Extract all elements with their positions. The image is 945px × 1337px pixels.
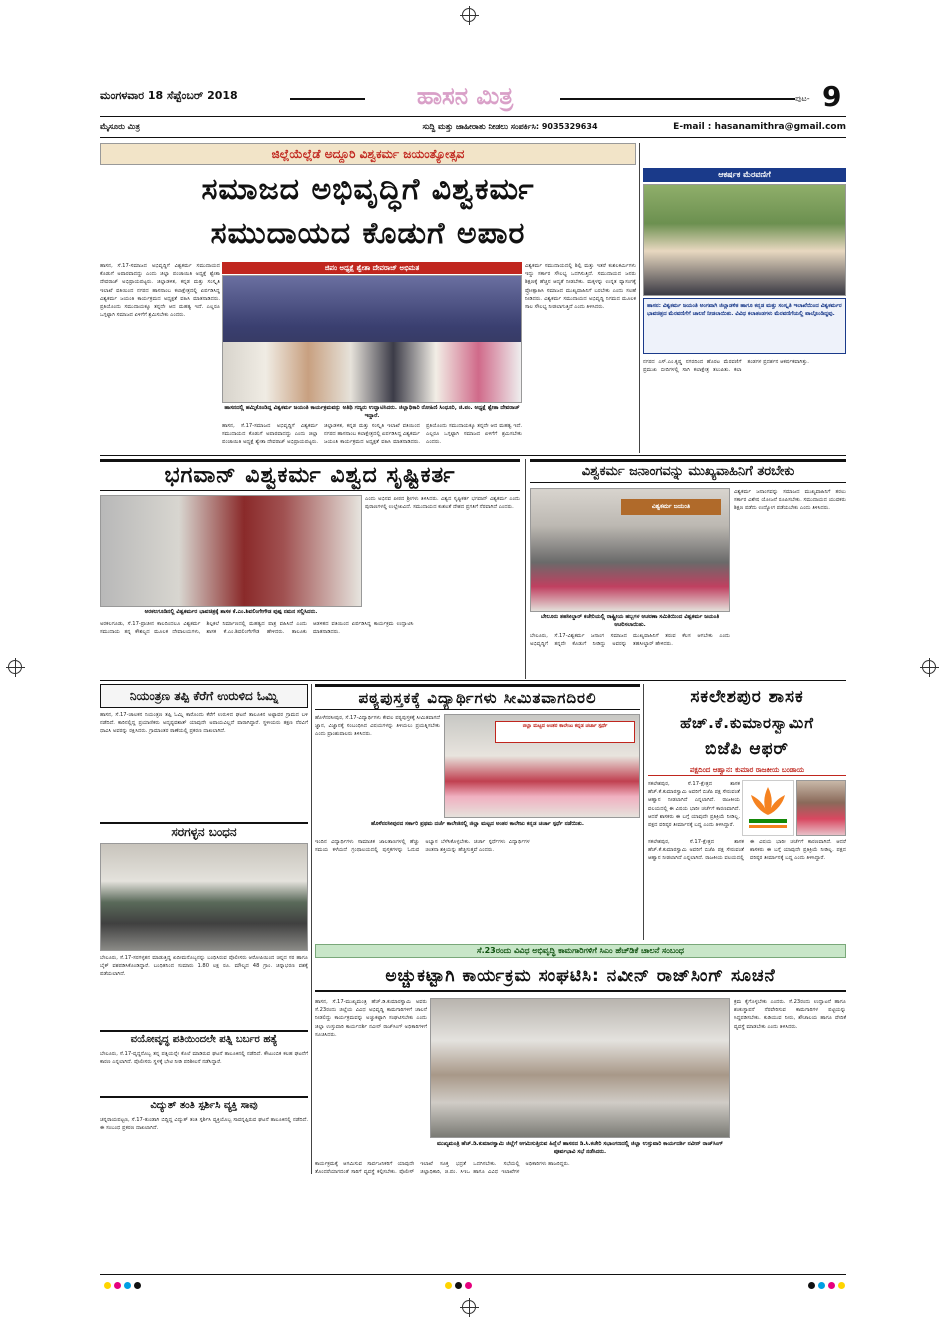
print-dot-cyan	[818, 1282, 825, 1289]
story6-headline-box	[100, 1030, 308, 1048]
sidebar-divider	[639, 143, 640, 453]
story9-headline-line2: ಹೆಚ್.ಕೆ.ಕುಮಾರಸ್ವಾಮಿಗೆ	[680, 714, 814, 732]
story9-divider	[643, 684, 644, 940]
story10-body-right: ಕ್ರಮ ಕೈಗೊಳ್ಳಬೇಕು ಎಂದರು. ಸೆ.23ರಂದು ಉದ್ಘಾಟನೆ ಹಾಗೂ ಶಂಕುಸ್ಥಾಪನೆ ನೆರವೇರಿಸುವ ಕಾಮಗಾರಿಗಳ ಪಟ್ಟಿಯನ್ನು ಸಿದ್ಧಪಡಿಸಬೇಕು. ಕುಡಿಯುವ ನೀರು, ಶೌಚಾಲಯ ಹಾಗೂ ವೇದಿಕೆ ವ್ಯವಸ್ಥೆ ಮಾಡಬೇಕು ಎಂದು ತಿಳಿಸಿದರು.	[734, 999, 846, 1030]
story1-photo-people	[223, 342, 521, 402]
print-dot-magenta	[828, 1282, 835, 1289]
print-dot-black	[808, 1282, 815, 1289]
masthead-title: ಹಾಸನ ಮಿತ್ರ	[416, 81, 514, 110]
story1-body-col1: ಹಾಸನ, ಸೆ.17-ಸಮಾಜದ ಅಭಿವೃದ್ಧಿಗೆ ವಿಶ್ವಕರ್ಮ ಸಮುದಾಯದ ಕೊಡುಗೆ ಅಪಾರವಾದದ್ದು ಎಂದು ಜಿಲ್ಲಾ ಪಂಚಾಯಿತಿ ಅಧ್ಯಕ್ಷೆ ಶ್ವೇತಾ ದೇವರಾಜ್ ಅಭಿಪ್ರಾಯಪಟ್ಟರು. ಜಿಲ್ಲಾಡಳಿತ, ಕನ್ನಡ ಮತ್ತು ಸಂಸ್ಕೃತಿ ಇಲಾಖೆ ವತಿಯಿಂದ ನಗರದ ಹಾಸನಾಂಬ ಕಲಾಕ್ಷೇತ್ರದಲ್ಲಿ ಏರ್ಪಡಿಸಿದ್ದ ವಿಶ್ವಕರ್ಮ ಜಯಂತಿ ಕಾರ್ಯಕ್ರಮದ ಅಧ್ಯಕ್ಷತೆ ವಹಿಸಿ ಮಾತನಾಡಿದರು. ಪ್ರತಿಯೊಂದು ಸಮುದಾಯಕ್ಕೂ ತನ್ನದೇ ಆದ ಮಹತ್ವ ಇದೆ. ಎಲ್ಲರೂ ಒಗ್ಗಟ್ಟಾಗಿ ಸಮಾಜದ ಏಳಿಗೆಗೆ ಶ್ರಮಿಸಬೇಕು ಎಂದರು.	[100, 263, 220, 319]
print-dot-black	[134, 1282, 141, 1289]
story1-headline-line1: ಸಮಾಜದ ಅಭಿವೃದ್ಧಿಗೆ ವಿಶ್ವಕರ್ಮ	[201, 172, 535, 207]
story2-photo-caption: ಅರಕಲಗೂಡಿನಲ್ಲಿ ವಿಶ್ವಕರ್ಮರ ಭಾವಚಿತ್ರಕ್ಕೆ ಶಾಸಕ ಕೆ.ಎಂ.ಶಿವಲಿಂಗೇಗೌಡ ಪುಷ್ಪ ನಮನ ಸಲ್ಲಿಸಿದರು.	[144, 609, 318, 615]
sidebar-caption: ಹಾಸನ: ವಿಶ್ವಕರ್ಮ ಜಯಂತಿ ಅಂಗವಾಗಿ ಜಿಲ್ಲಾಡಳಿತ ಹಾಗೂ ಕನ್ನಡ ಮತ್ತು ಸಂಸ್ಕೃತಿ ಇಲಾಖೆಯಿಂದ ವಿಶ್ವಕರ್ಮರ ಭಾವಚಿತ್ರದ ಮೆರವಣಿಗೆಗೆ ಚಾಲನೆ ನೀಡಲಾಯಿತು. ವಿವಿಧ ಕಲಾತಂಡಗಳು ಮೆರವಣಿಗೆಯಲ್ಲಿ ಪಾಲ್ಗೊಂಡಿದ್ದವು.	[647, 303, 842, 317]
sidebar-body: ನಗರದ ಎಸ್.ಎಂ.ಕೃಷ್ಣ ನಗರದಿಂದ ಹೊರಟ ಮೆರವಣಿಗೆ ಪ್ರಮುಖ ಬೀದಿಗಳಲ್ಲಿ ಸಾಗಿ ಕಲಾಕ್ಷೇತ್ರ ತಲುಪಿತು. ಕಲಾ ತಂಡಗಳ ಪ್ರದರ್ಶನ ಆಕರ್ಷಕವಾಗಿತ್ತು.	[643, 359, 809, 374]
story3-headline-box	[530, 459, 846, 483]
bjp-logo	[742, 780, 794, 836]
story8-photo-caption: ಹೊಳೆನರಸೀಪುರದ ಸರ್ಕಾರಿ ಪ್ರಥಮ ದರ್ಜೆ ಕಾಲೇಜಿನಲ್ಲಿ ಜಿಲ್ಲಾ ಮಟ್ಟದ ಅಂತರ ಕಾಲೇಜು ಕನ್ನಡ ಚರ್ಚಾ ಸ್ಪರ್ಧೆ ನಡೆಯಿತು.	[370, 821, 585, 827]
story2-body-bottom: ಅರಕಲಗೂಡು, ಸೆ.17-ಪ್ರಾಚೀನ ಕಾಲದಿಂದಲೂ ವಿಶ್ವಕರ್ಮ ಸಮುದಾಯ ತನ್ನ ಕೌಶಲ್ಯದ ಮೂಲಕ ದೇವಾಲಯಗಳು, ಶಿಲ್ಪಕಲೆ ನಿರ್ಮಾಣದಲ್ಲಿ ಮಹತ್ವದ ಪಾತ್ರ ವಹಿಸಿದೆ ಎಂದು ಶಾಸಕ ಕೆ.ಎಂ.ಶಿವಲಿಂಗೇಗೌಡ ಹೇಳಿದರು. ತಾಲೂಕು ಆಡಳಿತದ ವತಿಯಿಂದ ಏರ್ಪಡಿಸಿದ್ದ ಕಾರ್ಯಕ್ರಮ ಉದ್ಘಾಟಿಸಿ ಮಾತನಾಡಿದರು.	[100, 621, 414, 636]
story8-body-bottom: ಇಂದಿನ ವಿದ್ಯಾರ್ಥಿಗಳು ಸಾಮಾಜಿಕ ಜಾಲತಾಣಗಳಲ್ಲಿ ಹೆಚ್ಚು ಸಮಯ ಕಳೆಯದೆ ಗ್ರಂಥಾಲಯದಲ್ಲಿ ಪುಸ್ತಕಗಳನ್ನು ಓದುವ ಅಭ್ಯಾಸ ಬೆಳೆಸಿಕೊಳ್ಳಬೇಕು. ಚರ್ಚಾ ಸ್ಪರ್ಧೆಗಳು ವಿದ್ಯಾರ್ಥಿಗಳ ಚಿಂತನಾ ಶಕ್ತಿಯನ್ನು ಹೆಚ್ಚಿಸುತ್ತವೆ ಎಂದರು.	[315, 839, 530, 854]
header-divider	[100, 116, 846, 117]
story8-photo	[444, 714, 640, 818]
print-dot-cyan	[124, 1282, 131, 1289]
sidebar-label-bar	[643, 168, 846, 182]
story9-kicker: ಪಕ್ಷದಿಂದ ಆಹ್ವಾನ: ಕುಮಾರ ರಾಜಕೀಯ ಬಂಡಾಯ	[648, 764, 846, 776]
story4-headline-box	[100, 684, 308, 708]
story10-body-bottom: ಕಾರ್ಯಕ್ರಮಕ್ಕೆ ಆಗಮಿಸುವ ಸಾರ್ವಜನಿಕರಿಗೆ ಯಾವುದೇ ತೊಂದರೆಯಾಗದಂತೆ ಸಾರಿಗೆ ವ್ಯವಸ್ಥೆ ಕಲ್ಪಿಸಬೇಕು. ಪೊಲೀಸ್ ಇಲಾಖೆ ಸೂಕ್ತ ಭದ್ರತೆ ಒದಗಿಸಬೇಕು. ಸಭೆಯಲ್ಲಿ ಜಿಲ್ಲಾಧಿಕಾರಿ, ಜಿ.ಪಂ. ಸಿಇಒ ಹಾಗೂ ವಿವಿಧ ಇಲಾಖೆಗಳ ಅಧಿಕಾರಿಗಳು ಹಾಜರಿದ್ದರು.	[315, 1161, 570, 1176]
print-dot-yellow	[445, 1282, 452, 1289]
section-divider-2	[100, 680, 846, 681]
story9-body-top: ಸಕಲೇಶಪುರ, ಸೆ.17-ಕ್ಷೇತ್ರದ ಶಾಸಕ ಹೆಚ್.ಕೆ.ಕುಮಾರಸ್ವಾಮಿ ಅವರಿಗೆ ಬಿಜೆಪಿ ಪಕ್ಷ ಸೇರುವಂತೆ ಆಹ್ವಾನ ನೀಡಲಾಗಿದೆ ಎನ್ನಲಾಗಿದೆ. ರಾಜಕೀಯ ವಲಯದಲ್ಲಿ ಈ ವಿಷಯ ಭಾರೀ ಚರ್ಚೆಗೆ ಕಾರಣವಾಗಿದೆ. ಆದರೆ ಶಾಸಕರು ಈ ಬಗ್ಗೆ ಯಾವುದೇ ಪ್ರತಿಕ್ರಿಯೆ ನೀಡಿಲ್ಲ. ಪಕ್ಷದ ವರಿಷ್ಠರ ತೀರ್ಮಾನಕ್ಕೆ ಬದ್ಧ ಎಂದು ತಿಳಿಸಿದ್ದಾರೆ.	[648, 781, 740, 829]
story2-body-right: ಎಂದು ಅಭಿನವ ಪೀಠದ ಶ್ರೀಗಳು ತಿಳಿಸಿದರು. ವಿಶ್ವದ ಸೃಷ್ಟಿಕರ್ತ ಭಗವಾನ್ ವಿಶ್ವಕರ್ಮ ಎಂದು ಪುರಾಣಗಳಲ್ಲಿ ಉಲ್ಲೇಖವಿದೆ. ಸಮುದಾಯದ ಕುಶಲತೆ ದೇಶದ ಪ್ರಗತಿಗೆ ನೆರವಾಗಿದೆ ಎಂದರು.	[365, 496, 520, 511]
print-dot-yellow	[838, 1282, 845, 1289]
story1-headline-line2: ಸಮುದಾಯದ ಕೊಡುಗೆ ಅಪಾರ	[210, 216, 526, 251]
story2-headline: ಭಗವಾನ್ ವಿಶ್ವಕರ್ಮ ವಿಶ್ವದ ಸೃಷ್ಟಿಕರ್ತ	[164, 463, 456, 488]
story3-divider	[525, 459, 526, 679]
story4-headline: ನಿಯಂತ್ರಣ ತಪ್ಪಿ ಕೆರೆಗೆ ಉರುಳಿದ ಓಮ್ನಿ	[129, 689, 279, 703]
story1-photo-banner: ಜಿಪಂ ಅಧ್ಯಕ್ಷೆ ಶ್ವೇತಾ ದೇವರಾಜ್ ಅಭಿಮತ	[324, 264, 420, 272]
story5-body: ಬೇಲೂರು, ಸೆ.17-ಸರಗಳ್ಳತನ ಮಾಡುತ್ತಿದ್ದ ಖದೀಮನೊಬ್ಬನನ್ನು ಬಂಧಿಸಿರುವ ಪೊಲೀಸರು ಆರೋಪಿಯಿಂದ ಚಿನ್ನದ ಸರ ಹಾಗೂ ಬೈಕ್ ವಶಪಡಿಸಿಕೊಂಡಿದ್ದಾರೆ. ಬಂಧಿತನಿಂದ ಸುಮಾರು 1.80 ಲಕ್ಷ ರೂ. ಮೌಲ್ಯದ 48 ಗ್ರಾಂ. ಚಿನ್ನಾಭರಣ ವಶಕ್ಕೆ ಪಡೆಯಲಾಗಿದೆ.	[100, 955, 308, 978]
story5-headline-box	[100, 822, 308, 840]
registration-mark-icon	[462, 8, 476, 22]
story3-body-bottom: ಬೇಲೂರು, ಸೆ.17-ವಿಶ್ವಕರ್ಮ ಜನಾಂಗ ಸಮಾಜದ ಅಭಿವೃದ್ಧಿಗೆ ತನ್ನದೇ ಕೊಡುಗೆ ನೀಡಿದ್ದು ಅವರನ್ನು ಮುಖ್ಯವಾಹಿನಿಗೆ ತರುವ ಕೆಲಸ ಆಗಬೇಕು ಎಂದು ತಹಸೀಲ್ದಾರ್ ಹೇಳಿದರು.	[530, 633, 730, 648]
story10-headline: ಅಚ್ಚುಕಟ್ಟಾಗಿ ಕಾರ್ಯಕ್ರಮ ಸಂಘಟಿಸಿ: ನವೀನ್ ರಾಜ್‌ಸಿಂಗ್ ಸೂಚನೆ	[315, 960, 846, 992]
story6-headline: ವಯೋವೃದ್ಧ ಪತಿಯಿಂದಲೇ ಪತ್ನಿ ಬರ್ಬರ ಹತ್ಯೆ	[130, 1034, 278, 1045]
page-number: 9	[822, 80, 842, 113]
story7-headline-box	[100, 1096, 308, 1114]
story7-headline: ವಿದ್ಯುತ್ ತಂತಿ ಸ್ಪರ್ಶಿಸಿ ವ್ಯಕ್ತಿ ಸಾವು	[150, 1100, 258, 1111]
contact-line: ಸುದ್ದಿ ಮತ್ತು ಜಾಹೀರಾತು ನೀಡಲು ಸಂಪರ್ಕಿಸಿ: 9035329634	[422, 122, 598, 131]
story10-banner: ಸೆ.23ರಂದು ವಿವಿಧ ಅಭಿವೃದ್ಧಿ ಕಾಮಗಾರಿಗಳಿಗೆ ಸಿಎಂ ಹೆಚ್‌ಡಿಕೆ ಚಾಲನೆ ಸಂಬಂಧ	[477, 946, 684, 955]
section-divider-1	[100, 455, 846, 456]
registration-mark-icon	[922, 660, 936, 674]
story9-body: ಸಕಲೇಶಪುರ, ಸೆ.17-ಕ್ಷೇತ್ರದ ಶಾಸಕ ಹೆಚ್.ಕೆ.ಕುಮಾರಸ್ವಾಮಿ ಅವರಿಗೆ ಬಿಜೆಪಿ ಪಕ್ಷ ಸೇರುವಂತೆ ಆಹ್ವಾನ ನೀಡಲಾಗಿದೆ ಎನ್ನಲಾಗಿದೆ. ರಾಜಕೀಯ ವಲಯದಲ್ಲಿ ಈ ವಿಷಯ ಭಾರೀ ಚರ್ಚೆಗೆ ಕಾರಣವಾಗಿದೆ. ಆದರೆ ಶಾಸಕರು ಈ ಬಗ್ಗೆ ಯಾವುದೇ ಪ್ರತಿಕ್ರಿಯೆ ನೀಡಿಲ್ಲ. ಪಕ್ಷದ ವರಿಷ್ಠರ ತೀರ್ಮಾನಕ್ಕೆ ಬದ್ಧ ಎಂದು ತಿಳಿಸಿದ್ದಾರೆ.	[648, 839, 846, 862]
email-line: E-mail : hasanamithra@gmail.com	[673, 122, 846, 132]
story1-photo-banner-bar	[222, 262, 522, 274]
story2-headline-box	[100, 459, 520, 491]
footer-rule	[100, 1274, 846, 1275]
print-dot-magenta	[465, 1282, 472, 1289]
edition-label: ಮೈಸೂರು ಮಿತ್ರ	[100, 122, 140, 131]
print-dot-magenta	[114, 1282, 121, 1289]
story1-photo	[222, 275, 522, 403]
registration-mark-icon	[462, 1300, 476, 1314]
story10-photo-caption: ಮುಖ್ಯಮಂತ್ರಿ ಹೆಚ್.ಡಿ.ಕುಮಾರಸ್ವಾಮಿ ಜಿಲ್ಲೆಗೆ ಆಗಮಿಸುತ್ತಿರುವ ಹಿನ್ನೆಲೆ ಹಾಸನದ ಡಿ.ಸಿ.ಕಚೇರಿ ಸಭಾಂಗಣದಲ್ಲಿ ಜಿಲ್ಲಾ ಉಸ್ತುವಾರಿ ಕಾರ್ಯದರ್ಶಿ ನವೀನ್ ರಾಜ್‌ಸಿಂಗ್ ಪೂರ್ವಭಾವಿ ಸಭೆ ನಡೆಸಿದರು.	[436, 1141, 724, 1155]
print-dot-yellow	[104, 1282, 111, 1289]
story2-photo	[100, 495, 362, 607]
story1-body-col4: ವಿಶ್ವಕರ್ಮ ಸಮುದಾಯದಲ್ಲಿ ಶಿಲ್ಪಿ ಮತ್ತು ಇತರೆ ಕುಶಲಕರ್ಮಿಗಳು ಇದ್ದು ಸರ್ಕಾರ ಸೌಲಭ್ಯ ಒದಗಿಸುತ್ತಿದೆ. ಸಮುದಾಯದ ಜನರು ಶಿಕ್ಷಣಕ್ಕೆ ಹೆಚ್ಚಿನ ಆದ್ಯತೆ ನೀಡಬೇಕು. ಮಕ್ಕಳನ್ನು ಉನ್ನತ ವ್ಯಾಸಂಗಕ್ಕೆ ಪ್ರೋತ್ಸಾಹಿಸಿ ಸಮಾಜದ ಮುಖ್ಯವಾಹಿನಿಗೆ ಬರಬೇಕು ಎಂದು ಸಲಹೆ ನೀಡಿದರು. ವಿಶ್ವಕರ್ಮ ಸಮುದಾಯದ ಅಭಿವೃದ್ಧಿ ನಿಗಮದ ಮೂಲಕ ಸಾಲ ಸೌಲಭ್ಯ ನೀಡಲಾಗುತ್ತಿದೆ ಎಂದು ತಿಳಿಸಿದರು.	[525, 263, 636, 311]
story1-photo-caption: ಹಾಸನದಲ್ಲಿ ಹಮ್ಮಿಕೊಂಡಿದ್ದ ವಿಶ್ವಕರ್ಮ ಜಯಂತಿ ಕಾರ್ಯಕ್ರಮವನ್ನು ಅತಿಥಿ ಗಣ್ಯರು ಉದ್ಘಾಟಿಸಿದರು. ಜಿಲ್ಲಾಧಿಕಾರಿ ರೋಹಿಣಿ ಸಿಂಧೂರಿ, ಜಿ.ಪಂ. ಅಧ್ಯಕ್ಷೆ ಶ್ವೇತಾ ದೇವರಾಜ್ ಇದ್ದಾರೆ.	[224, 405, 520, 419]
story8-headline: ಪಠ್ಯಪುಸ್ತಕಕ್ಕೆ ವಿದ್ಯಾರ್ಥಿಗಳು ಸೀಮಿತವಾಗದಿರಲಿ	[358, 689, 597, 707]
story9-headline-line3: ಬಿಜೆಪಿ ಆಫರ್	[705, 739, 789, 759]
story6-body: ಬೇಲೂರು, ಸೆ.17-ವೃದ್ಧನೊಬ್ಬ ತನ್ನ ಪತ್ನಿಯನ್ನೇ ಕೊಲೆ ಮಾಡಿರುವ ಘಟನೆ ತಾಲೂಕಿನಲ್ಲಿ ನಡೆದಿದೆ. ಕೌಟುಂಬಿಕ ಕಲಹ ಘಟನೆಗೆ ಕಾರಣ ಎನ್ನಲಾಗಿದೆ. ಪೊಲೀಸರು ಸ್ಥಳಕ್ಕೆ ಭೇಟಿ ನೀಡಿ ಪರಿಶೀಲನೆ ನಡೆಸಿದ್ದಾರೆ.	[100, 1051, 308, 1066]
issue-date: ಮಂಗಳವಾರ 18 ಸೆಪ್ಟೆಂಬರ್ 2018	[100, 89, 238, 102]
print-dot-black	[455, 1282, 462, 1289]
sidebar-label: ಆಕರ್ಷಕ ಮೆರವಣಿಗೆ	[718, 170, 771, 179]
story9-portrait	[796, 780, 846, 836]
story8-headline-box	[315, 684, 640, 710]
registration-mark-icon	[8, 660, 22, 674]
story5-headline: ಸರಗಳ್ಳನ ಬಂಧನ	[171, 825, 237, 839]
story3-photo-sign: ವಿಶ್ವಕರ್ಮ ಜಯಂತಿ	[621, 499, 721, 515]
story8-photo-sign: ಜಿಲ್ಲಾ ಮಟ್ಟದ ಅಂತರ ಕಾಲೇಜು ಕನ್ನಡ ಚರ್ಚಾ ಸ್ಪರ್ಧೆ	[495, 721, 635, 743]
story3-body-right: ವಿಶ್ವಕರ್ಮ ಜನಾಂಗವನ್ನು ಸಮಾಜದ ಮುಖ್ಯವಾಹಿನಿಗೆ ತರಲು ಸರ್ಕಾರ ವಿಶೇಷ ಯೋಜನೆ ರೂಪಿಸಬೇಕು. ಸಮುದಾಯದ ಯುವಕರು ಶಿಕ್ಷಣ ಪಡೆದು ಉದ್ಯೋಗ ಪಡೆಯಬೇಕು ಎಂದು ತಿಳಿಸಿದರು.	[734, 489, 846, 512]
header-divider-2	[100, 137, 846, 138]
header-rule-left	[290, 98, 365, 100]
story10-banner-bar	[315, 944, 846, 958]
story3-photo	[530, 488, 730, 612]
header-rule-right	[560, 98, 795, 100]
page-label: ಪುಟ-	[795, 94, 810, 103]
sidebar-caption-box	[643, 298, 846, 354]
story4-body: ಹಾಸನ, ಸೆ.17-ಚಾಲಕನ ನಿಯಂತ್ರಣ ತಪ್ಪಿ ಓಮ್ನಿ ಕಾರೊಂದು ಕೆರೆಗೆ ಉರುಳಿದ ಘಟನೆ ತಾಲೂಕಿನ ಅಟ್ಟಾವರ ಗ್ರಾಮದ ಬಳಿ ನಡೆದಿದೆ. ಕಾರಿನಲ್ಲಿದ್ದ ಪ್ರಯಾಣಿಕರು ಅದೃಷ್ಟವಶಾತ್ ಯಾವುದೇ ಅಪಾಯವಿಲ್ಲದೆ ಪಾರಾಗಿದ್ದಾರೆ. ಸ್ಥಳೀಯರು ತಕ್ಷಣ ನೆರವಿಗೆ ಧಾವಿಸಿ ಅವರನ್ನು ರಕ್ಷಿಸಿದರು. ಗ್ರಾಮಾಂತರ ಠಾಣೆಯಲ್ಲಿ ಪ್ರಕರಣ ದಾಖಲಾಗಿದೆ.	[100, 712, 308, 735]
story1-kicker: ಜಿಲ್ಲೆಯೆಲ್ಲೆಡೆ ಅದ್ದೂರಿ ವಿಶ್ವಕರ್ಮ ಜಯಂತ್ಯೋತ್ಸವ	[271, 147, 465, 161]
story10-body-left: ಹಾಸನ, ಸೆ.17-ಮುಖ್ಯಮಂತ್ರಿ ಹೆಚ್.ಡಿ.ಕುಮಾರಸ್ವಾಮಿ ಅವರು ಸೆ.23ರಂದು ಜಿಲ್ಲೆಯ ವಿವಿಧ ಅಭಿವೃದ್ಧಿ ಕಾಮಗಾರಿಗಳಿಗೆ ಚಾಲನೆ ನೀಡಲಿದ್ದು ಕಾರ್ಯಕ್ರಮವನ್ನು ಅಚ್ಚುಕಟ್ಟಾಗಿ ಸಂಘಟಿಸಬೇಕು ಎಂದು ಜಿಲ್ಲಾ ಉಸ್ತುವಾರಿ ಕಾರ್ಯದರ್ಶಿ ನವೀನ್ ರಾಜ್‌ಸಿಂಗ್ ಅಧಿಕಾರಿಗಳಿಗೆ ಸೂಚಿಸಿದರು.	[315, 999, 427, 1038]
story1-body-bottom: ಹಾಸನ, ಸೆ.17-ಸಮಾಜದ ಅಭಿವೃದ್ಧಿಗೆ ವಿಶ್ವಕರ್ಮ ಸಮುದಾಯದ ಕೊಡುಗೆ ಅಪಾರವಾದದ್ದು ಎಂದು ಜಿಲ್ಲಾ ಪಂಚಾಯಿತಿ ಅಧ್ಯಕ್ಷೆ ಶ್ವೇತಾ ದೇವರಾಜ್ ಅಭಿಪ್ರಾಯಪಟ್ಟರು. ಜಿಲ್ಲಾಡಳಿತ, ಕನ್ನಡ ಮತ್ತು ಸಂಸ್ಕೃತಿ ಇಲಾಖೆ ವತಿಯಿಂದ ನಗರದ ಹಾಸನಾಂಬ ಕಲಾಕ್ಷೇತ್ರದಲ್ಲಿ ಏರ್ಪಡಿಸಿದ್ದ ವಿಶ್ವಕರ್ಮ ಜಯಂತಿ ಕಾರ್ಯಕ್ರಮದ ಅಧ್ಯಕ್ಷತೆ ವಹಿಸಿ ಮಾತನಾಡಿದರು. ಪ್ರತಿಯೊಂದು ಸಮುದಾಯಕ್ಕೂ ತನ್ನದೇ ಆದ ಮಹತ್ವ ಇದೆ. ಎಲ್ಲರೂ ಒಗ್ಗಟ್ಟಾಗಿ ಸಮಾಜದ ಏಳಿಗೆಗೆ ಶ್ರಮಿಸಬೇಕು ಎಂದರು.	[222, 423, 522, 446]
story1-kicker-bar	[100, 143, 636, 165]
story8-body-left: ಹೊಳೆನರಸೀಪುರ, ಸೆ.17-ವಿದ್ಯಾರ್ಥಿಗಳು ಕೇವಲ ಪಠ್ಯಪುಸ್ತಕಕ್ಕೆ ಸೀಮಿತವಾಗದೆ ಜ್ಞಾನ, ವಿಜ್ಞಾನಕ್ಕೆ ಸಂಬಂಧಿಸಿದ ವಿಷಯಗಳನ್ನು ತಿಳಿಯಲು ಪ್ರಯತ್ನಿಸಬೇಕು ಎಂದು ಪ್ರಾಂಶುಪಾಲರು ತಿಳಿಸಿದರು.	[315, 715, 440, 738]
sidebar-photo	[643, 184, 846, 296]
story10-photo	[430, 998, 730, 1138]
lotus-icon	[743, 781, 793, 835]
story9-headline-line1: ಸಕಲೇಶಪುರ ಶಾಸಕ	[690, 687, 804, 707]
story5-photo	[100, 843, 308, 951]
story7-body: ಚನ್ನರಾಯಪಟ್ಟಣ, ಸೆ.17-ತುಂಡಾಗಿ ಬಿದ್ದಿದ್ದ ವಿದ್ಯುತ್ ತಂತಿ ಸ್ಪರ್ಶಿಸಿ ವ್ಯಕ್ತಿಯೊಬ್ಬ ಸಾವನ್ನಪ್ಪಿರುವ ಘಟನೆ ತಾಲೂಕಿನಲ್ಲಿ ನಡೆದಿದೆ. ಈ ಸಂಬಂಧ ಪ್ರಕರಣ ದಾಖಲಾಗಿದೆ.	[100, 1117, 308, 1132]
story3-headline: ವಿಶ್ವಕರ್ಮ ಜನಾಂಗವನ್ನು ಮುಖ್ಯವಾಹಿನಿಗೆ ತರಬೇಕು	[581, 464, 795, 479]
left-column-divider	[311, 684, 312, 1174]
story3-photo-caption: ಬೇಲೂರು ತಹಸೀಲ್ದಾರ್ ಕಚೇರಿಯಲ್ಲಿ ರಾಷ್ಟ್ರೀಯ ಹಬ್ಬಗಳ ಆಚರಣಾ ಸಮಿತಿಯಿಂದ ವಿಶ್ವಕರ್ಮ ಜಯಂತಿ ಆಚರಿಸಲಾಯಿತು.	[540, 614, 720, 628]
